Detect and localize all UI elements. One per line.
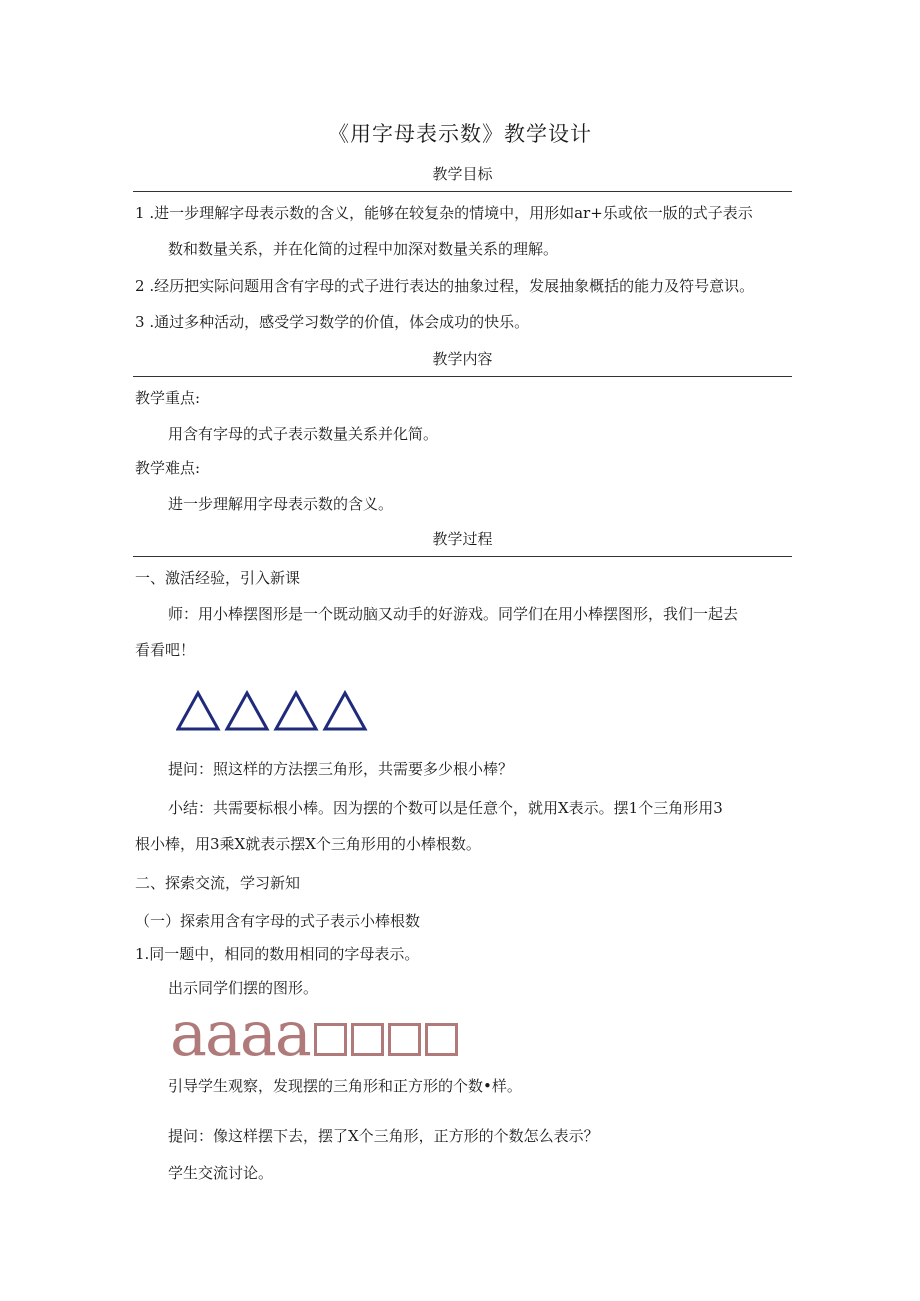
goal-1-line-2: 数和数量关系，并在化简的过程中加深对数量关系的理解。	[168, 240, 559, 258]
square-4	[425, 1023, 458, 1056]
question-2: 提问：像这样摆下去，摆了X个三角形，正方形的个数怎么表示？	[168, 1127, 599, 1145]
goal-1-text: .进一步理解字母表示数的含义，能够在较复杂的情境中，用形如ar+乐或依一版的式子表示	[149, 204, 753, 222]
goal-2-text: .经历把实际问题用含有字母的式子进行表达的抽象过程，发展抽象概括的能力及符号意识。	[149, 277, 755, 295]
question-1: 提问：照这样的方法摆三角形，共需要多少根小棒？	[168, 760, 514, 778]
discuss-text: 学生交流讨论。	[168, 1164, 274, 1182]
goal-3-text: .通过多种活动，感受学习数学的价值，体会成功的快乐。	[149, 313, 530, 331]
item-1: 1.同一题中，相同的数用相同的字母表示。	[135, 945, 420, 963]
teacher-intro-line-1: 师：用小棒摆图形是一个既动脑又动手的好游戏。同学们在用小棒摆图形，我们一起去	[168, 605, 739, 623]
triangle-2	[227, 693, 267, 729]
goal-3-number: 3	[135, 313, 145, 331]
triangle-4	[325, 693, 365, 729]
document-title: 《用字母表示数》教学设计	[328, 122, 592, 146]
difficulty-text: 进一步理解用字母表示数的含义。	[168, 495, 394, 513]
goal-3	[135, 312, 529, 332]
section-heading-process: 教学过程	[133, 528, 792, 557]
goal-2	[135, 276, 754, 296]
section-heading-goals: 教学目标	[133, 163, 792, 192]
goal-1-line-1	[135, 203, 753, 223]
section-heading-content: 教学内容	[133, 348, 792, 377]
triangles-figure	[176, 690, 376, 732]
goal-2-number: 2	[135, 277, 145, 295]
subsection-1-title: （一）探索用含有字母的式子表示小棒根数	[135, 912, 421, 930]
triangle-1	[178, 693, 218, 729]
key-point-text: 用含有字母的式子表示数量关系并化简。	[168, 425, 439, 443]
square-3	[388, 1023, 421, 1056]
triangle-3	[276, 693, 316, 729]
summary-line-1: 小结：共需要标根小棒。因为摆的个数可以是任意个，就用X表示。摆1个三角形用3	[168, 799, 723, 817]
part-1-title: 一、激活经验，引入新课	[135, 569, 301, 587]
observe-text: 引导学生观察，发现摆的三角形和正方形的个数•样。	[168, 1077, 522, 1095]
figure-letters: aaaa	[170, 997, 310, 1070]
key-point-label: 教学重点:	[135, 389, 201, 407]
teacher-intro-line-2: 看看吧！	[135, 641, 196, 659]
goal-1-number: 1	[135, 204, 145, 222]
summary-line-2: 根小棒，用3乘X就表示摆X个三角形用的小棒根数。	[135, 835, 481, 853]
part-2-title: 二、探索交流，学习新知	[135, 874, 301, 892]
triangles-squares-figure	[170, 997, 458, 1070]
difficulty-label: 教学难点:	[135, 459, 201, 477]
square-2	[351, 1023, 384, 1056]
square-1	[314, 1023, 347, 1056]
show-figure-text: 出示同学们摆的图形。	[168, 979, 319, 997]
